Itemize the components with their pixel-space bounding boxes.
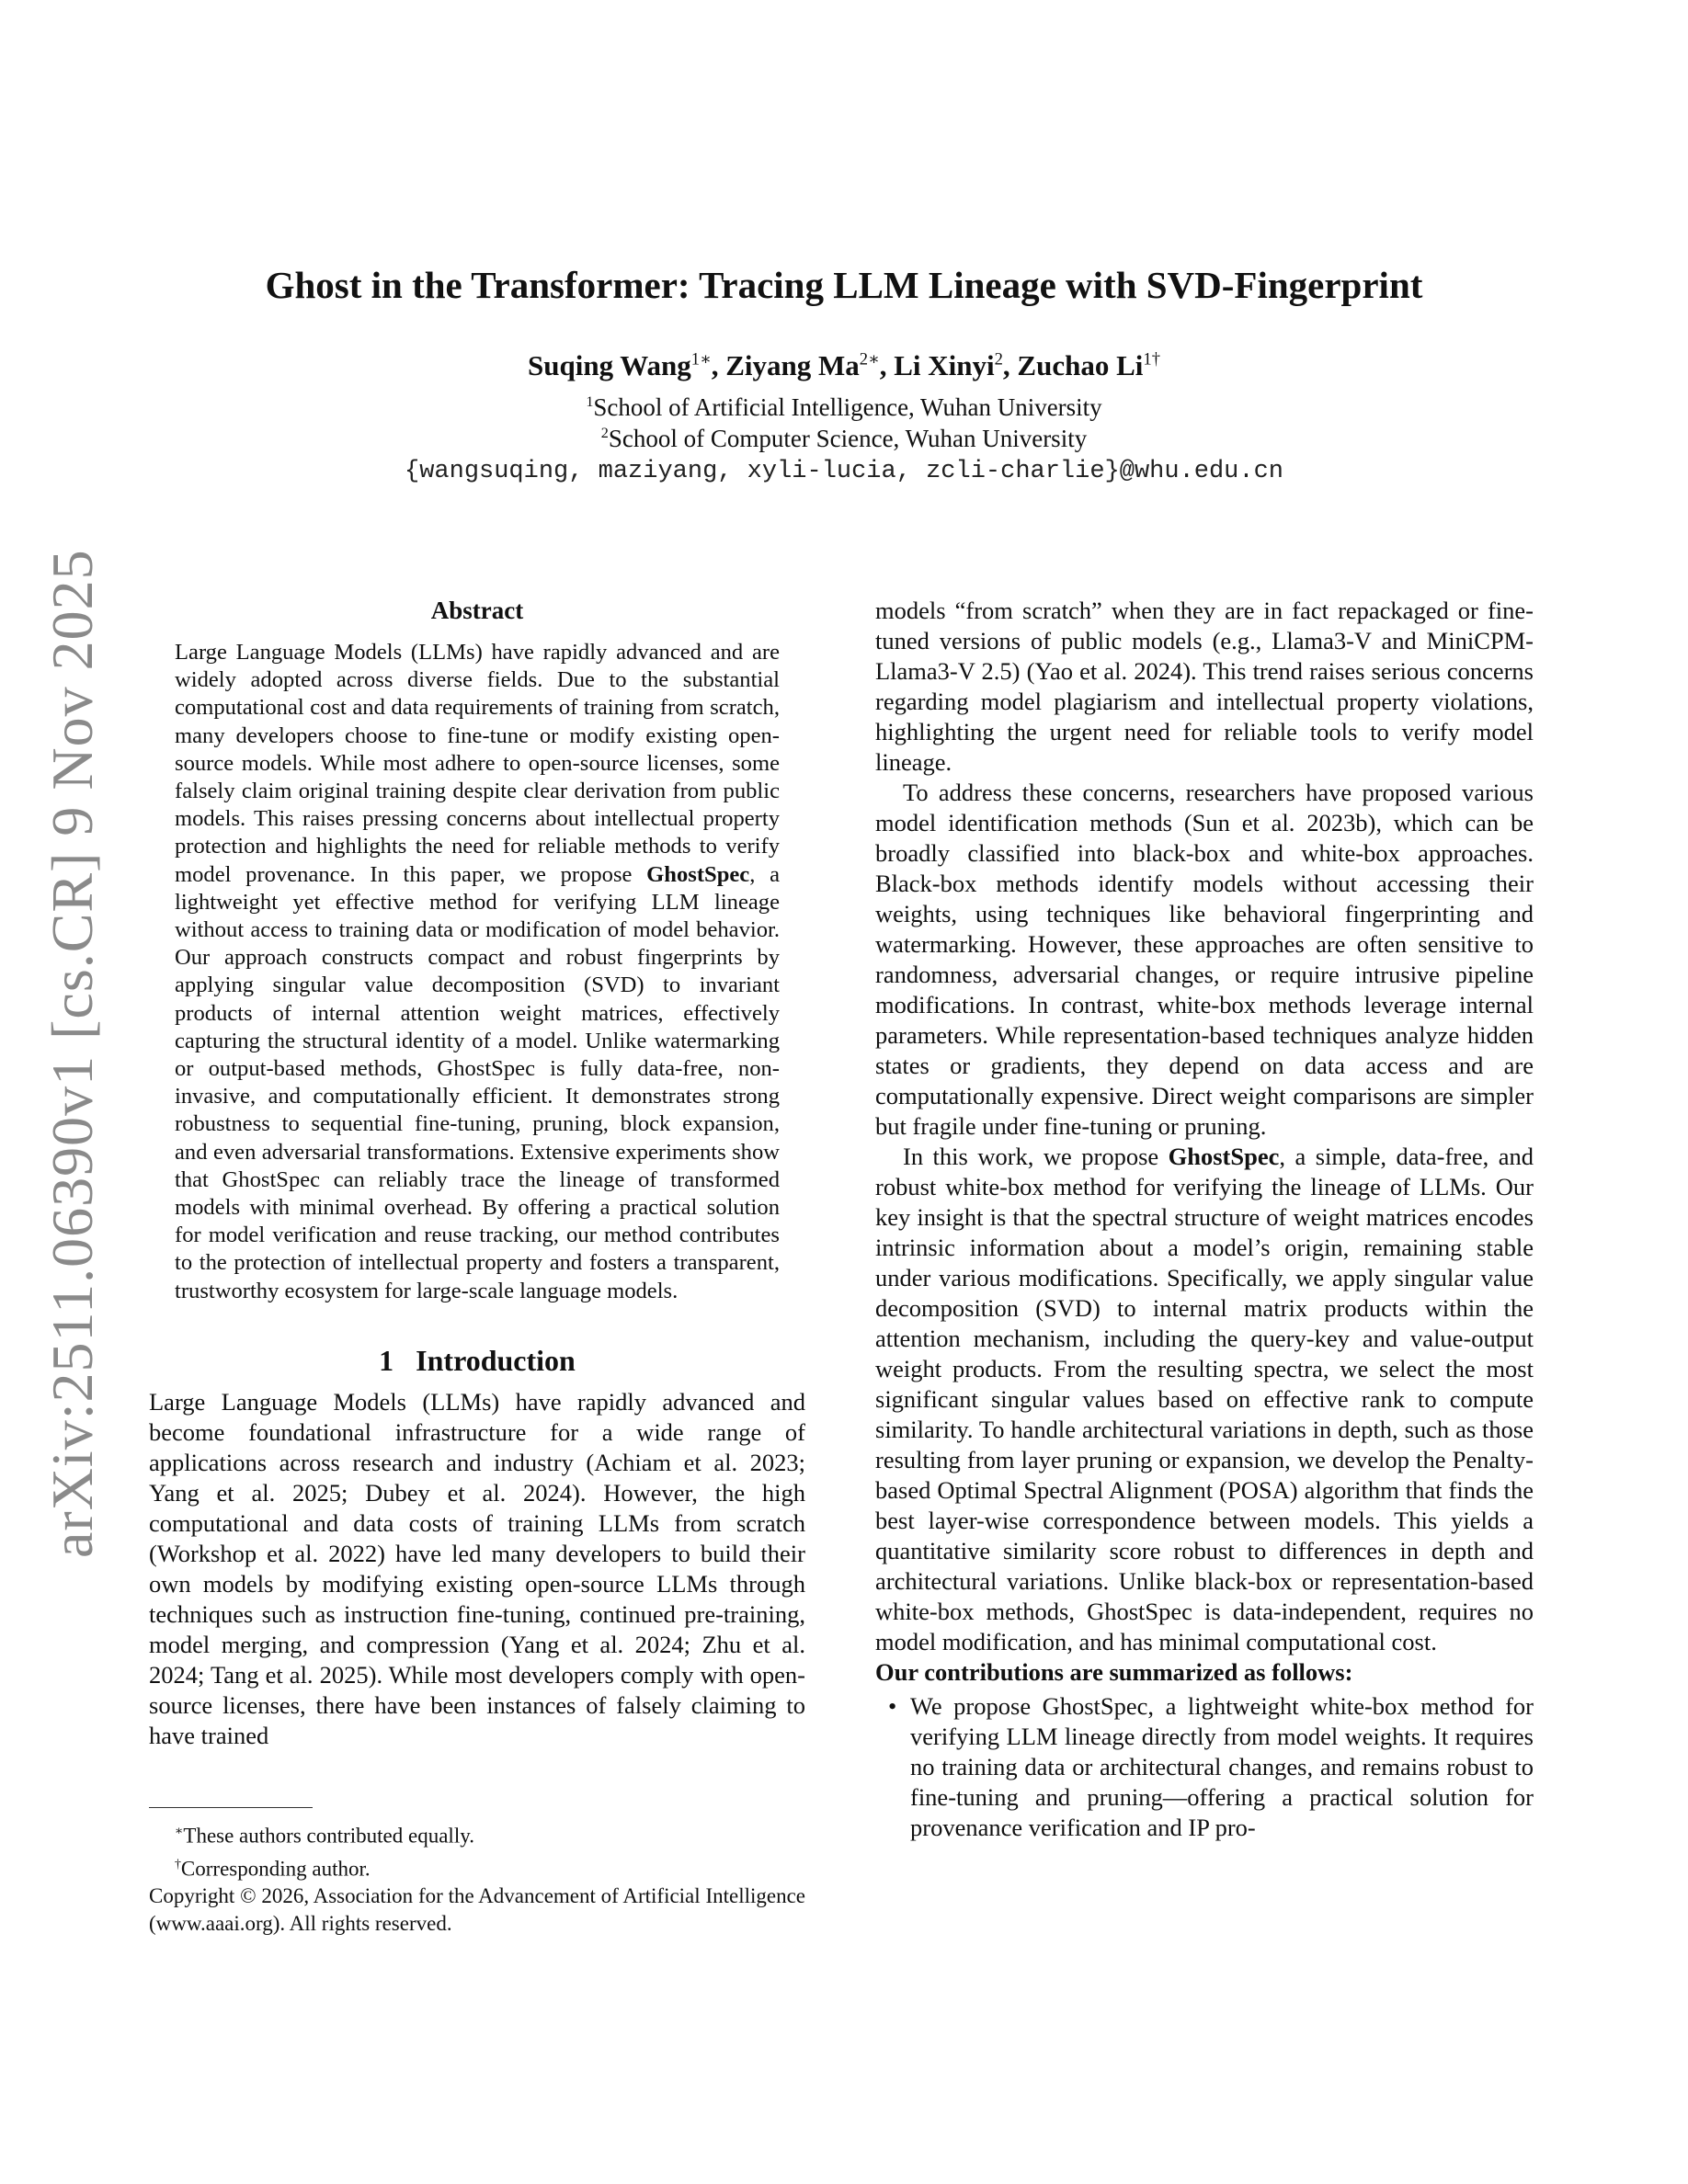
- footnote-corresponding: [149, 1850, 805, 1883]
- method-name: GhostSpec: [1168, 1143, 1280, 1170]
- footnote-text: These authors contributed equally.: [183, 1824, 474, 1848]
- footnotes: [149, 1807, 805, 1938]
- right-column: [875, 596, 1534, 1843]
- bullet-text: We propose GhostSpec, a lightweight white-box method for verifying LLM lineage directly from model weights. It requires no training data or architectural changes, and remains robust to fine-tuning and pruning—offering a practical solution for provenance verification and IP pro-: [910, 1692, 1534, 1841]
- author-mark: 1†: [1143, 349, 1160, 370]
- author-mark: 1∗: [690, 349, 712, 370]
- author-name: Ziyang Ma: [725, 349, 860, 381]
- abstract-text-before: Large Language Models (LLMs) have rapidly advanced and are widely adopted across diverse fields. Due to the substantial computational cost and data requirements of training from scratch, many developers choose to fine-tune or modify existing open-source models. While most adhere to open-source licenses, some falsely claim original training despite clear derivation from public models. This raises pressing concerns about intellectual property protection and highlights the need for reliable methods to verify model provenance. In this paper, we propose: [175, 640, 780, 887]
- intro-paragraph: Large Language Models (LLMs) have rapidly advanced and become foundational infrastructure for a wide range of applications across research and industry (Achiam et al. 2023; Yang et al. 2025; Dubey et al. 2024). However, the high computational and data costs of training LLMs from scratch (Workshop et al. 2022) have led many developers to build their own models by modifying existing open-source LLMs through techniques such as instruction fine-tuning, continued pre-training, model merging, and compression (Yang et al. 2024; Zhu et al. 2024; Tang et al. 2025). While most developers comply with open-source licenses, there have been instances of falsely claiming to have trained: [149, 1387, 805, 1749]
- affiliation-text: School of Computer Science, Wuhan University: [608, 425, 1088, 452]
- affiliation: [0, 393, 1688, 422]
- author-name: Suqing Wang: [528, 349, 691, 381]
- left-column: [149, 596, 805, 1751]
- affiliation-text: School of Artificial Intelligence, Wuhan University: [593, 393, 1102, 421]
- intro-paragraph: [875, 1142, 1534, 1657]
- intro-paragraph: To address these concerns, researchers have proposed various model identification methods (Sun et al. 2023b), which can be broadly classified into black-box and white-box approaches. Black-box methods identify models without accessing their weights, using techniques like behavioral fingerprinting and watermarking. However, these approaches are often sensitive to randomness, adversarial changes, or require intrusive pipeline modifications. In contrast, white-box methods leverage internal parameters. While representation-based techniques analyze hidden states or gradients, they depend on data access and are computationally expensive. Direct weight comparisons are simpler but fragile under fine-tuning or pruning.: [875, 779, 1534, 1140]
- author-mark: 2∗: [859, 349, 880, 370]
- abstract-heading: Abstract: [430, 597, 524, 624]
- affiliation-mark: 2: [600, 425, 609, 441]
- author-list: Suqing Wang$^{1∗}$, Ziyang $Ma^{2∗}$, Li Xinyi$^2$, Zuchao $Li^{1\dagger}$: [528, 349, 1160, 381]
- paragraph-text: , a simple, data-free, and robust white-box method for verifying the lineage of LLMs. Our key insight is that the spectral structure of weight matrices encodes intrinsic information about a model’s origin, remaining stable under various modifications. Specifically, we apply singular value decomposition (SVD) to internal matrix products within the attention mechanism, including the query-key and value-output weight products. From the resulting spectra, we select the most significant singular values based on effective rank to compute similarity. To handle architectural variations in depth, such as those resulting from layer pruning or expansion, we develop the Penalty-based Optimal Spectral Alignment (POSA) algorithm that finds the best layer-wise correspondence between models. This yields a quantitative similarity score robust to differences in depth and architectural variations. Unlike black-box or representation-based white-box methods, GhostSpec is data-independent, requires no model modification, and has minimal computational cost.: [875, 1143, 1534, 1655]
- bullet-icon: •: [888, 1692, 897, 1720]
- author-mark: 2: [994, 349, 1003, 370]
- contribution-bullet: [875, 1691, 1534, 1843]
- footnote-mark: †: [175, 1856, 181, 1871]
- footnote-text: Corresponding author.: [180, 1857, 371, 1881]
- author-name: Li Xinyi: [894, 349, 995, 381]
- affiliation: [0, 425, 1688, 453]
- section-heading-introduction: [149, 1343, 805, 1377]
- author-emails: {wangsuqing, maziyang, xyli-lucia, zcli-charlie}@whu.edu.cn: [405, 458, 1283, 485]
- footnote-mark: ∗: [175, 1824, 184, 1837]
- section-number: 1: [379, 1343, 394, 1377]
- footnote-rule: [149, 1807, 313, 1808]
- footnote-equal-contribution: [149, 1817, 805, 1850]
- copyright-notice: Copyright © 2026, Association for the Advancement of Artificial Intelligence (www.aaai.org). All rights reserved.: [149, 1884, 805, 1936]
- paper-title: Ghost in the Transformer: Tracing LLM Lineage with SVD-Fingerprint: [265, 264, 1423, 306]
- author-name: Zuchao Li: [1017, 349, 1144, 381]
- intro-paragraph-continued: models “from scratch” when they are in fact repackaged or fine-tuned versions of public models (e.g., Llama3-V and MiniCPM-Llama3-V 2.5) (Yao et al. 2024). This trend raises serious concerns regarding model plagiarism and intellectual property violations, highlighting the urgent need for reliable tools to verify model lineage.: [875, 597, 1534, 776]
- abstract-method-name: GhostSpec: [646, 861, 750, 887]
- abstract-text-after: , a lightweight yet effective method for verifying LLM lineage without access to training data or modification of model behavior. Our approach constructs compact and robust fingerprints by applying singular value decomposition (SVD) to invariant products of internal attention weight matrices, effectively capturing the structural identity of a model. Unlike watermarking or output-based methods, GhostSpec is fully data-free, non-invasive, and computationally efficient. It demonstrates strong robustness to sequential fine-tuning, pruning, block expansion, and even adversarial transformations. Extensive experiments show that GhostSpec can reliably trace the lineage of transformed models with minimal overhead. By offering a practical solution for model verification and reuse tracking, our method contributes to the protection of intellectual property and fosters a transparent, trustworthy ecosystem for large-scale language models.: [175, 861, 780, 1303]
- arxiv-identifier: arXiv:2511.06390v1 [cs.CR] 9 Nov 2025: [40, 549, 105, 1558]
- abstract-text: [175, 639, 780, 1305]
- contributions-heading: Our contributions are summarized as follows:: [875, 1658, 1353, 1686]
- section-title-text: Introduction: [416, 1343, 576, 1377]
- paragraph-text: In this work, we propose: [903, 1143, 1169, 1170]
- affiliation-mark: 1: [586, 393, 594, 410]
